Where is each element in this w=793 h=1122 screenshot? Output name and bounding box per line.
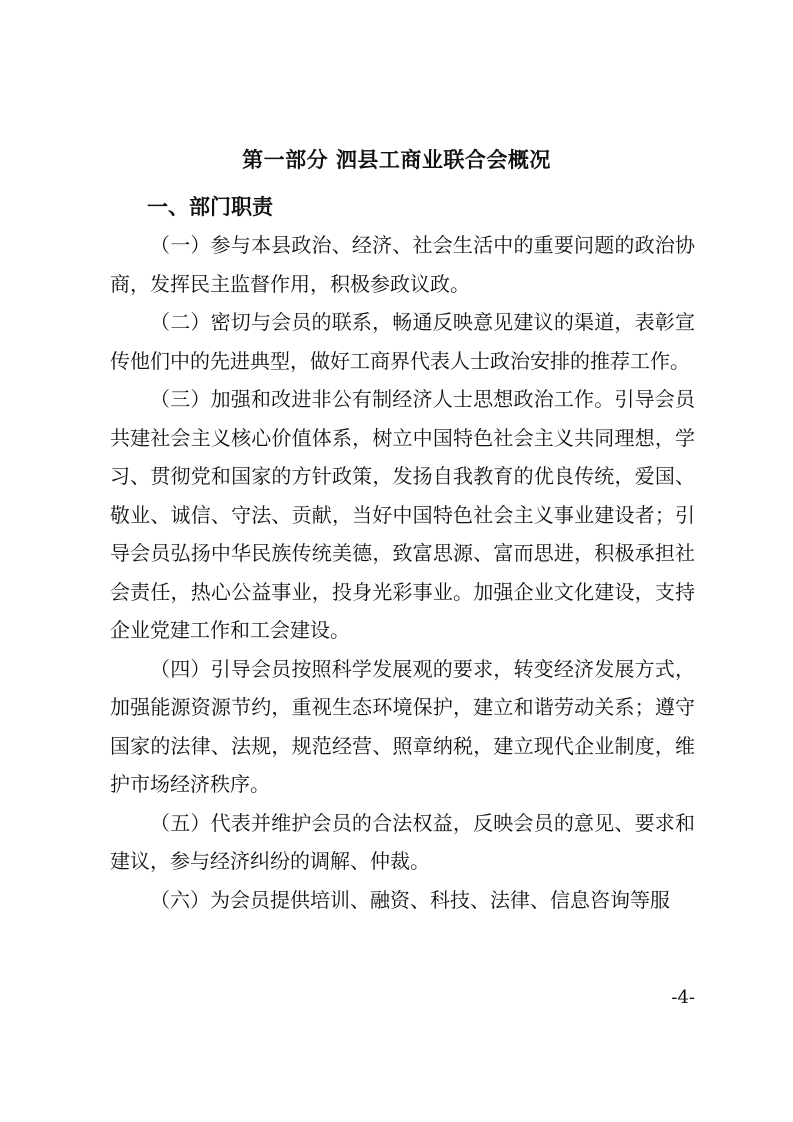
paragraph-1: （一）参与本县政治、经济、社会生活中的重要问题的政治协商，发挥民主监督作用，积极参政议政。 xyxy=(110,233,695,296)
body-text xyxy=(110,226,695,919)
page-number: -4- xyxy=(671,987,695,1008)
page-title: 第一部分 泗县工商业联合会概况 xyxy=(242,148,551,172)
paragraph-6: （六）为会员提供培训、融资、科技、法律、信息咨询等服 xyxy=(150,887,670,912)
paragraph-4: （四）引导会员按照科学发展观的要求，转变经济发展方式，加强能源资源节约，重视生态环境保护，建立和谐劳动关系；遵守国家的法律、法规，规范经营、照章纳税，建立现代企业制度，维护市场经济秩序。 xyxy=(110,656,695,796)
paragraph-5: （五）代表并维护会员的合法权益，反映会员的意见、要求和建议，参与经济纠纷的调解、仲裁。 xyxy=(110,810,695,873)
section-heading: 一、部门职责 xyxy=(147,195,273,219)
paragraph-2: （二）密切与会员的联系，畅通反映意见建议的渠道，表彰宣传他们中的先进典型，做好工商界代表人士政治安排的推荐工作。 xyxy=(110,310,695,373)
paragraph-3: （三）加强和改进非公有制经济人士思想政治工作。引导会员共建社会主义核心价值体系，树立中国特色社会主义共同理想，学习、贯彻党和国家的方针政策，发扬自我教育的优良传统，爱国、敬业、诚信、守法、贡献，当好中国特色社会主义事业建设者；引导会员弘扬中华民族传统美德，致富思源、富而思进，积极承担社会责任，热心公益事业，投身光彩事业。加强企业文化建设，支持企业党建工作和工会建设。 xyxy=(110,387,695,642)
